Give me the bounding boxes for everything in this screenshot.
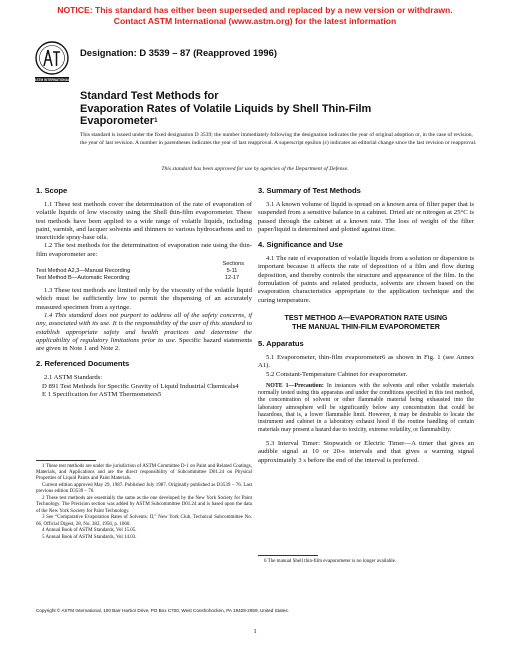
title-line-3: Evaporometer$^1$ bbox=[80, 115, 158, 127]
sections-header: Sections bbox=[222, 261, 244, 268]
section-5-heading: 5. Apparatus bbox=[258, 338, 304, 348]
footnote-5: 5 Annual Book of ASTM Standards, Vol 14.03. bbox=[42, 535, 137, 541]
title-line-2: Evaporation Rates of Volatile Liquids by Shell Thin-Film bbox=[80, 102, 372, 115]
para-1-4: 1.4 This standard does not purport to address all of the safety concerns, if any, associated with its use. It is the responsibility of the user of this standard to establish appropriate safety and health practices and determine the applicability of regulatory limitations prior to use. Specific hazard statements are given in Note 1 and Note 2. bbox=[36, 311, 252, 353]
notice-line-1: NOTICE: This standard has either been superseded and replaced by a new version or withdrawn. bbox=[57, 5, 453, 15]
para-5-3: 5.3 Interval Timer: Stopwatch or Electric Timer—A timer that gives an audible signal at 10 or 20-s intervals and that gives a warning signal approximately 3 s before the end of the interval is preferred. bbox=[258, 439, 474, 464]
section-1-heading: 1. Scope bbox=[36, 186, 68, 195]
notice-line-2: Contact ASTM International (www.astm.org) for the latest information bbox=[113, 15, 397, 26]
test-method-a-title: TEST METHOD A—EVAPORATION RATE USING THE MANUAL THIN-FILM EVAPOROMETER bbox=[284, 312, 448, 331]
footnote-6: 6 The manual Shell thin-film evaporometer is no longer available. bbox=[264, 559, 397, 564]
designation: Designation: D 3539 – 87 (Reapproved 1996) bbox=[80, 47, 277, 58]
para-1-3: 1.3 These test methods are limited only by the viscosity of the volatile liquid which must be sufficiently low to permit the dispensing of an accurately measured specimen from a syringe. bbox=[36, 287, 252, 311]
astm-logo bbox=[33, 40, 71, 84]
footnote-2: 2 These test methods are essentially the same as the one developed by the New York Society for Paint Technology. The Precision section was added by ASTM Subcommittee D01.24 and is based upon the data of the New York Society for Paint Technology. bbox=[36, 496, 252, 514]
para-5-1: 5.1 Evaporometer, thin-film evaporometer6 as shown in Fig. 1 (see Annex A1). bbox=[258, 353, 474, 370]
approved-note: This standard has been approved for use by agencies of the Department of Defense. bbox=[161, 166, 349, 172]
method-b-row: Test Method B—Automatic Recording 12-17 bbox=[36, 275, 240, 282]
ref-e1: E 1 Specification for ASTM Thermometers5 bbox=[42, 391, 162, 399]
standard-note: This standard is issued under the fixed designation D 3539; the number immediately following the designation indicates the year of original adoption or, in the case of revision, the year of last revision. A number in parentheses indicates the year of last reapproval. A superscript epsilon (ε) indicates an editorial change since the last revision or reapproval. bbox=[80, 132, 477, 146]
copyright: Copyright © ASTM International, 100 Barr Harbor Drive, PO Box C700, West Conshohocken, PA 19428-2959, United States. bbox=[36, 608, 289, 613]
footnote-1b: Current edition approved May 29, 1987. Published July 1987. Originally published as D3539 – 76. Last previous edition D3539 – 76. bbox=[36, 483, 252, 495]
para-1-1: 1.1 These test methods cover the determination of the rate of evaporation of volatile liquids of low viscosity using the Shell thin-film evaporometer. These test methods have been applied to a wide range of volatile liquids, including paint, varnish, and lacquer solvents and thinners to various hydrocarbons and to insecticide spray-base oils. bbox=[36, 201, 252, 242]
page-number: 1 bbox=[253, 628, 257, 635]
title-line-1: Standard Test Methods for bbox=[80, 90, 219, 102]
para-3-1: 3.1 A known volume of liquid is spread on a known area of filter paper that is suspended from a sensitive balance in a cabinet. Dried air or nitrogen at 25°C is passed through the cabinet at a known rate. The loss of weight of the filter paper/liquid is determined and plotted against time. bbox=[258, 201, 474, 233]
para-4-1: 4.1 The rate of evaporation of volatile liquids from a solution or dispersion is important because it affects the rate of deposition of a film and flow during deposition, and thereby controls the structure and appearance of the film. In the formulation of paints and related products, solvents are chosen based on the evaporation characteristics appropriate to the application technique and the curing temperature. bbox=[258, 255, 474, 304]
document-title bbox=[80, 90, 371, 128]
section-3-heading: 3. Summary of Test Methods bbox=[258, 186, 361, 195]
footnote-4: 4 Annual Book of ASTM Standards, Vol 15.05. bbox=[42, 528, 137, 534]
methods-table bbox=[36, 261, 252, 282]
notice-banner bbox=[0, 5, 510, 26]
para-1-2: 1.2 The test methods for the determination of evaporation rate using the thin-film evaporometer are: bbox=[36, 242, 252, 258]
right-column bbox=[258, 186, 474, 465]
title-footnote-mark: 1 bbox=[153, 117, 158, 124]
method-a-row: Test Method A2,3—Manual Recording 5-11 bbox=[36, 268, 238, 275]
para-5-2: 5.2 Constant-Temperature Cabinet for evaporometer. bbox=[266, 370, 408, 378]
para-2-1: 2.1 ASTM Standards: bbox=[44, 374, 103, 382]
left-column bbox=[36, 186, 252, 399]
logo-text: ASTM INTERNATIONAL bbox=[34, 78, 70, 83]
ref-d891: D 891 Test Methods for Specific Gravity of Liquid Industrial Chemicals4 bbox=[42, 382, 239, 390]
footnote-1: 1 These test methods are under the jurisdiction of ASTM Committee D-1 on Paint and Related Coatings, Materials, and Applications and are the direct responsibility of Subcommittee D01.24 on Physical Properties of Liquid Paints and Paint Materials. bbox=[36, 464, 252, 482]
note-1: NOTE 1—Precaution: In instances with the solvents and other volatile materials normally tested using this apparatus and under the conditions specified in this test method, the concentration of solvent or other flammable material being exhausted into the laboratory atmosphere will be significantly below any concentration that could be hazardous, that is, a lower flammable limit. However, it may be desirable to locate the instrument and cabinet in a laboratory exhaust hood if the routine handling of certain materials may present a hazard due to toxicity, extreme volatility, or flammability. bbox=[258, 382, 475, 433]
section-4-heading: 4. Significance and Use bbox=[258, 240, 343, 250]
footnote-right bbox=[258, 555, 474, 565]
footnotes bbox=[36, 460, 252, 542]
section-2-heading: 2. Referenced Documents bbox=[36, 359, 130, 369]
footnote-3: 3 See “Comparative Evaporation Rates of Solvents: II,” New York Club, Technical Subcommittee No. 66, Official Digest, 28, No. 382, 1956, p. 1060. bbox=[36, 515, 252, 527]
